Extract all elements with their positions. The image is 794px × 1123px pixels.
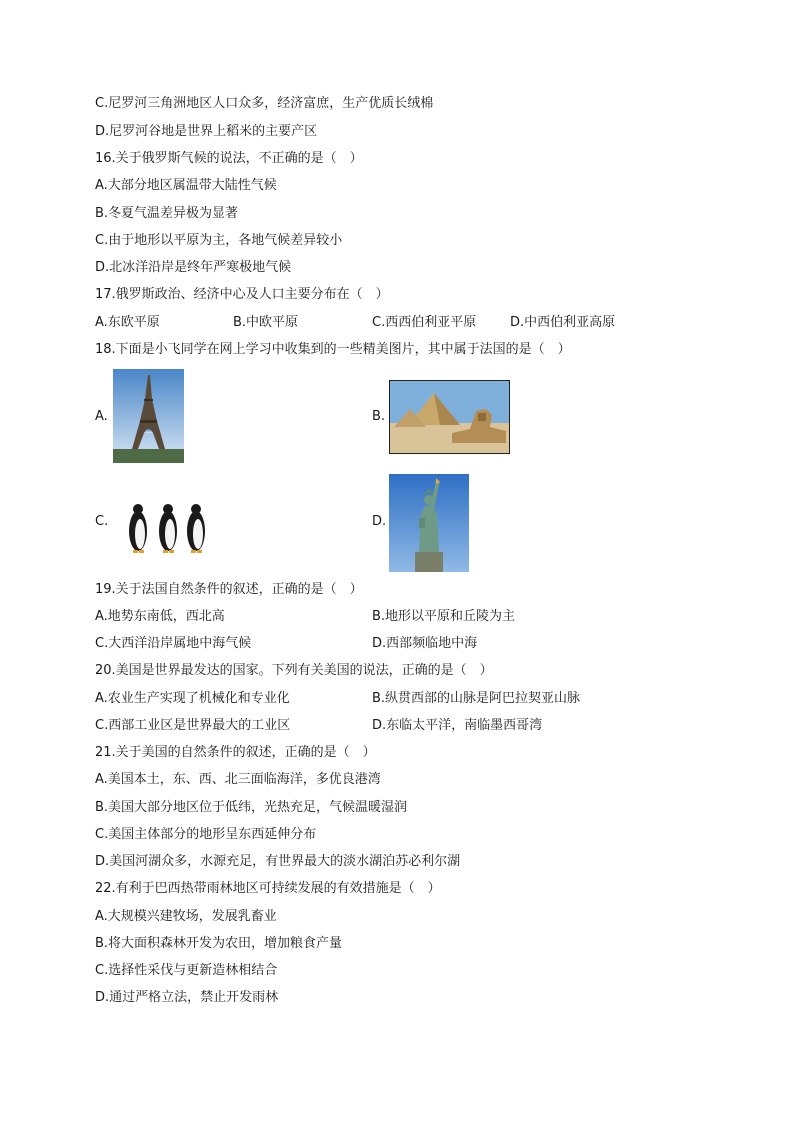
option-17b: B.中欧平原 <box>233 315 299 330</box>
option-22d: D.通过严格立法，禁止开发雨林 <box>95 990 279 1005</box>
question-18: 18.下面是小飞同学在网上学习中收集到的一些精美图片，其中属于法国的是（ ） <box>95 342 571 357</box>
penguins-image <box>120 497 224 557</box>
question-20: 20.美国是世界最发达的国家。下列有关美国的说法，正确的是（ ） <box>95 663 493 678</box>
option-17d: D.中西伯利亚高原 <box>510 315 616 330</box>
option-21c: C.美国主体部分的地形呈东西延伸分布 <box>95 827 317 842</box>
question-16: 16.关于俄罗斯气候的说法，不正确的是（ ） <box>95 151 363 166</box>
option-16b: B.冬夏气温差异极为显著 <box>95 206 239 221</box>
option-18b-label: B. <box>372 409 386 424</box>
option-22a: A.大规模兴建牧场，发展乳畜业 <box>95 909 277 924</box>
option-20d: D.东临太平洋，南临墨西哥湾 <box>372 718 543 733</box>
eiffel-tower-image <box>113 369 184 463</box>
option-19d: D.西部频临地中海 <box>372 636 478 651</box>
option-19c: C.大西洋沿岸属地中海气候 <box>95 636 252 651</box>
option-17a: A.东欧平原 <box>95 315 160 330</box>
option-17c: C.西西伯利亚平原 <box>372 315 477 330</box>
option-15d: D.尼罗河谷地是世界上稻米的主要产区 <box>95 124 318 139</box>
question-22: 22.有利于巴西热带雨林地区可持续发展的有效措施是（ ） <box>95 881 441 896</box>
option-21b: B.美国大部分地区位于低纬，光热充足，气候温暖湿润 <box>95 800 408 815</box>
option-19b: B.地形以平原和丘陵为主 <box>372 609 516 624</box>
option-18a-label: A. <box>95 409 108 424</box>
option-19a: A.地势东南低，西北高 <box>95 609 225 624</box>
option-16d: D.北冰洋沿岸是终年严寒极地气候 <box>95 260 292 275</box>
option-20a: A.农业生产实现了机械化和专业化 <box>95 691 290 706</box>
option-22b: B.将大面积森林开发为农田，增加粮食产量 <box>95 936 343 951</box>
option-16c: C.由于地形以平原为主，各地气候差异较小 <box>95 233 343 248</box>
option-18d-label: D. <box>372 514 387 529</box>
option-21a: A.美国本土，东、西、北三面临海洋，多优良港湾 <box>95 772 381 787</box>
question-21: 21.关于美国的自然条件的叙述，正确的是（ ） <box>95 745 376 760</box>
option-15c: C.尼罗河三角洲地区人口众多，经济富庶，生产优质长绒棉 <box>95 96 434 111</box>
option-20b: B.纵贯西部的山脉是阿巴拉契亚山脉 <box>372 691 581 706</box>
question-17: 17.俄罗斯政治、经济中心及人口主要分布在（ ） <box>95 287 389 302</box>
option-20c: C.西部工业区是世界最大的工业区 <box>95 718 291 733</box>
pyramids-sphinx-image <box>389 380 510 454</box>
option-16a: A.大部分地区属温带大陆性气候 <box>95 178 277 193</box>
option-22c: C.选择性采伐与更新造林相结合 <box>95 963 278 978</box>
option-18c-label: C. <box>95 514 109 529</box>
option-21d: D.美国河湖众多，水源充足，有世界最大的淡水湖泊苏必利尔湖 <box>95 854 461 869</box>
question-19: 19.关于法国自然条件的叙述，正确的是（ ） <box>95 582 363 597</box>
statue-of-liberty-image <box>389 474 469 572</box>
